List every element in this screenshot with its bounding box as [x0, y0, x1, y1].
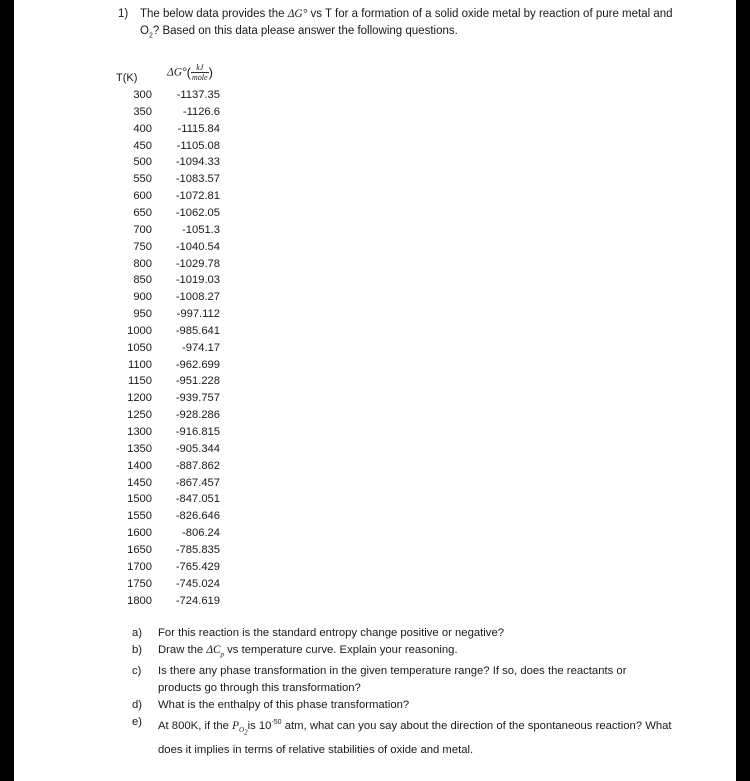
temperature-cell: 1050 — [127, 341, 152, 354]
question-list — [132, 625, 672, 759]
temperature-cell: 1800 — [127, 594, 152, 607]
temperature-cell: 1300 — [127, 426, 152, 438]
gibbs-energy-cell: -1019.03 — [175, 274, 220, 287]
temperature-cell: 1750 — [127, 577, 152, 590]
temperature-cell: 450 — [133, 139, 152, 152]
question-e: e) At 800K, if the $P_{O_2}is$ $10^{-50}$ atm, what can you say about the direction of the spontaneous reaction? What does it implies in terms of relative stabilities of oxide and metal. — [132, 716, 672, 756]
temperature-cell: 800 — [133, 257, 152, 270]
gibbs-energy-cell: -1051.3 — [182, 223, 220, 236]
gibbs-energy-cell: -887.862 — [175, 459, 220, 472]
gibbs-energy-cell: -951.228 — [175, 375, 220, 388]
gibbs-energy-cell: -974.17 — [182, 341, 220, 354]
temperature-cell: 1650 — [127, 543, 152, 556]
temperature-cell: 950 — [133, 308, 152, 321]
temperature-cell: 300 — [133, 89, 152, 101]
question-c: c) Is there any phase transformation in the given temperature range? If so, does the reactants or products go through this transformation? — [132, 665, 627, 695]
temperature-cell: 600 — [133, 190, 152, 203]
gibbs-energy-cell: -1072.81 — [175, 190, 220, 203]
gibbs-energy-cell: -962.699 — [175, 358, 220, 371]
gibbs-energy-cell: -765.429 — [175, 560, 220, 573]
temperature-cell: 650 — [133, 206, 152, 219]
gibbs-energy-cell: -847.051 — [175, 493, 220, 506]
temperature-cell: 700 — [133, 223, 152, 236]
temperature-cell: 550 — [133, 173, 152, 186]
unit-fraction: $\frac{kJ}{\text{mole}}$ — [192, 63, 208, 82]
gibbs-energy-cell: -1040.54 — [175, 240, 220, 253]
gibbs-energy-cell: -745.024 — [175, 577, 220, 590]
temperature-cell: 1550 — [127, 510, 152, 523]
gibbs-energy-cell: -1105.08 — [176, 139, 220, 152]
gibbs-energy-cell: -1126.6 — [182, 105, 220, 118]
gibbs-energy-cell: -997.112 — [176, 308, 220, 321]
column-header-temperature: T(K) — [116, 72, 138, 84]
temperature-cell: 1200 — [127, 392, 152, 405]
temperature-cell: 1150 — [127, 375, 152, 388]
gibbs-energy-cell: -1008.27 — [175, 291, 220, 304]
question-number: 1) — [118, 8, 129, 20]
gibbs-energy-cell: -867.457 — [175, 476, 220, 489]
gibbs-energy-cell: -1094.33 — [175, 156, 220, 169]
document-page — [14, 0, 736, 781]
temperature-cell: 350 — [133, 105, 152, 118]
question-d: d) What is the enthalpy of this phase transformation? — [132, 699, 410, 712]
temperature-cell: 1400 — [127, 459, 152, 472]
gibbs-energy-cell: -724.619 — [175, 594, 220, 607]
temperature-cell: 1250 — [127, 409, 152, 422]
gibbs-energy-cell: -1115.84 — [177, 122, 220, 135]
gibbs-energy-cell: -985.641 — [175, 324, 220, 337]
temperature-cell: 750 — [133, 240, 152, 253]
gibbs-energy-cell: -939.757 — [175, 392, 220, 405]
temperature-cell: 1450 — [127, 476, 152, 489]
gibbs-energy-cell: -1029.78 — [175, 257, 220, 270]
temperature-cell: 900 — [133, 291, 152, 304]
temperature-cell: 1100 — [127, 358, 152, 371]
temperature-cell: 850 — [133, 274, 152, 287]
gibbs-energy-cell: -1137.35 — [176, 89, 220, 101]
gibbs-energy-cell: -826.646 — [175, 510, 220, 523]
temperature-cell: 1500 — [127, 493, 152, 506]
question-a: a) For this reaction is the standard entropy change positive or negative? — [132, 627, 505, 639]
temperature-cell: 500 — [133, 156, 152, 169]
gibbs-energy-cell: -905.344 — [175, 442, 220, 455]
temperature-cell: 400 — [133, 122, 152, 135]
gibbs-energy-cell: -785.835 — [175, 543, 220, 556]
temperature-cell: 1350 — [127, 442, 152, 455]
gibbs-energy-cell: -916.815 — [175, 426, 220, 438]
temperature-cell: 1000 — [127, 324, 152, 337]
gibbs-energy-cell: -806.24 — [182, 527, 220, 540]
temperature-cell: 1600 — [127, 527, 152, 540]
column-header-gibbs: ΔG°( $\frac{kJ}{\text{mole}}$ ) — [167, 63, 213, 82]
gibbs-energy-cell: -1083.57 — [175, 173, 220, 186]
temperature-cell: 1700 — [127, 560, 152, 573]
question-b: b) Draw the $\Delta C_p$ vs temperature curve. Explain your reasoning. — [132, 644, 458, 659]
question-text: The below data provides the ΔG° vs T for a formation of a solid oxide metal by reaction of pure metal and $O_2$? Based on this data please answer the following questions. — [140, 8, 673, 40]
gibbs-energy-cell: -1062.05 — [175, 206, 220, 219]
gibbs-energy-cell: -928.286 — [175, 409, 220, 422]
